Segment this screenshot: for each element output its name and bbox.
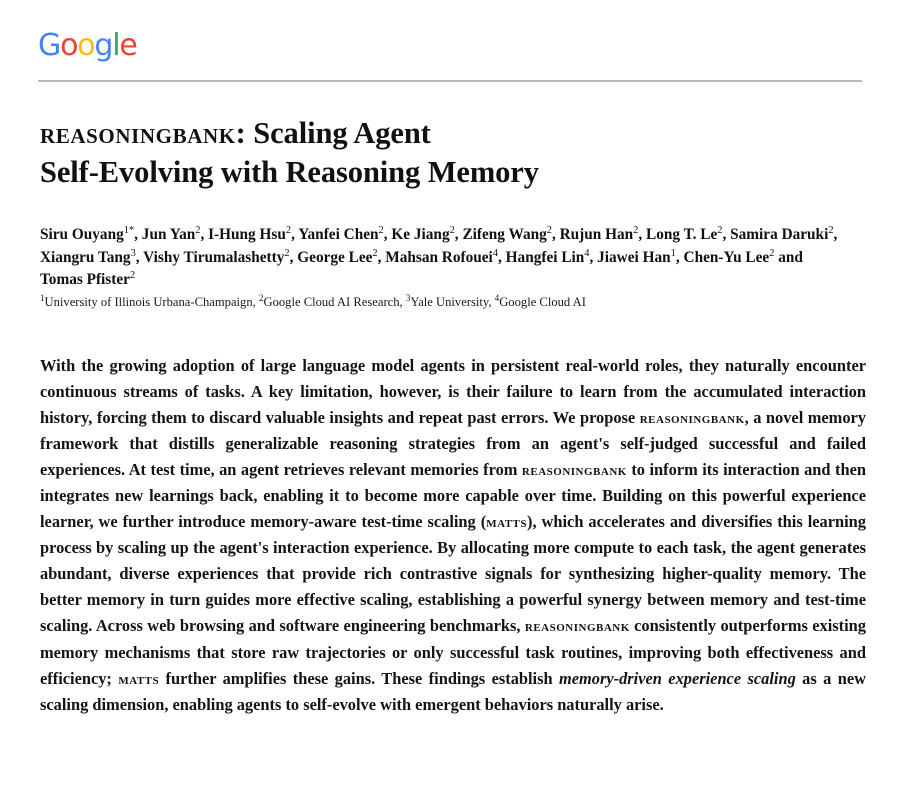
google-logo-letter-1: o	[60, 28, 78, 63]
author-entry	[391, 226, 454, 243]
brand-bar	[38, 0, 862, 68]
author-entry	[40, 226, 134, 243]
affiliation-marker: 4	[494, 292, 500, 303]
author-affiliation-marker: 2	[717, 224, 723, 236]
author-name: Jiawei Han	[597, 248, 671, 266]
author-name: Xiangru Tang	[40, 248, 131, 266]
author-affiliation-marker: 1*	[123, 224, 135, 236]
google-logo-letter-4: l	[112, 28, 120, 63]
author-affiliation-marker: 2	[195, 224, 201, 236]
title-line1-rest: : Scaling Agent	[235, 116, 431, 150]
author-name: Ke Jiang	[391, 226, 450, 243]
author-entry	[646, 226, 722, 243]
author-entry	[297, 249, 377, 266]
author-separator: ,	[291, 226, 299, 243]
affiliation-name: Google Cloud AI Research,	[263, 294, 406, 309]
author-affiliation-marker: 3	[130, 247, 136, 259]
author-separator: ,	[675, 248, 684, 266]
author-affiliation-marker: 2	[546, 224, 552, 236]
author-name: Mahsan Rofouei	[385, 248, 493, 266]
abstract-smallcaps-reasoningbank-2: reasoningbank	[521, 459, 627, 479]
google-logo-letter-5: e	[119, 28, 137, 63]
author-entry	[40, 249, 136, 266]
author-separator: ,	[454, 226, 463, 243]
author-name: Vishy Tirumalashetty	[143, 248, 285, 266]
abstract-smallcaps-matts-2: matts	[118, 668, 160, 688]
author-name: Siru Ouyang	[40, 226, 124, 243]
author-entry	[208, 226, 291, 243]
author-name: Chen-Yu Lee	[683, 248, 770, 266]
abstract-smallcaps-reasoningbank-1: reasoningbank	[639, 407, 745, 427]
author-name: Tomas Pfister	[40, 271, 130, 288]
title-line2: Self-Evolving with Reasoning Memory	[40, 155, 539, 189]
author-name: Zifeng Wang	[462, 226, 547, 243]
page-title	[40, 114, 740, 192]
author-entry	[684, 249, 775, 266]
author-affiliation-marker: 2	[285, 224, 292, 236]
author-affiliation-marker: 1	[670, 247, 676, 259]
author-affiliation-marker: 4	[584, 247, 590, 259]
author-separator: ,	[377, 248, 386, 266]
author-affiliation-marker: 2	[828, 224, 834, 236]
abstract-part-2: , a novel memory framework that distills generalizable reasoning strategies from an agent's self-judged successful and failed experiences. At test time, an agent retrieves relevant memories from	[40, 407, 866, 479]
author-separator: ,	[551, 226, 560, 243]
affiliation-marker: 3	[405, 292, 411, 303]
author-name: I-Hung Hsu	[208, 226, 286, 243]
author-entry	[730, 226, 833, 243]
author-affiliation-marker: 2	[284, 247, 290, 259]
author-separator: ,	[135, 248, 144, 266]
title-smallcaps-reasoningbank: reasoningbank	[40, 116, 236, 150]
author-entry	[298, 226, 384, 243]
author-affiliation-marker: 2	[378, 224, 384, 236]
author-entry	[560, 226, 639, 243]
author-name: George Lee	[297, 248, 373, 266]
author-separator: ,	[638, 226, 647, 243]
author-separator: ,	[289, 248, 298, 266]
abstract-part-4: ), which accelerates and diversifies this learning process by scaling up the agent's interaction experience. By allocating more compute to each task, the agent generates abundant, diverse experiences that provide rich contrastive signals for synthesizing higher-quality memory. The better memory in turn guides more effective scaling, establishing a powerful synergy between memory and test-time scaling. Across web browsing and software engineering benchmarks,	[40, 512, 866, 636]
google-logo-letter-2: o	[77, 28, 95, 63]
author-entry	[462, 226, 552, 243]
abstract-part-7: as a new scaling dimension, enabling agents to self-evolve with emergent behaviors naturally arise.	[40, 668, 866, 714]
author-affiliation-marker: 2	[449, 224, 455, 236]
abstract-part-6: further amplifies these gains. These findings establish	[159, 668, 560, 688]
google-logo-letter-0: G	[38, 28, 61, 63]
author-separator: ,	[498, 248, 506, 266]
author-name: Long T. Le	[646, 226, 718, 243]
affiliation-marker: 2	[258, 292, 264, 303]
author-entry	[143, 249, 289, 266]
google-logo	[38, 30, 137, 62]
abstract-smallcaps-reasoningbank-3: reasoningbank	[524, 616, 630, 636]
author-separator: ,	[383, 226, 392, 243]
author-affiliation-marker: 2	[129, 269, 136, 281]
author-separator: ,	[589, 248, 598, 266]
affiliation-name: Yale University,	[410, 294, 495, 309]
abstract-text	[40, 353, 866, 718]
abstract-part-3: to inform its interaction and then integrates new learnings back, enabling it to become more capable over time. Building on this powerful experience learner, we further introduce memory-aware test-time scaling (	[40, 459, 866, 532]
affiliation-name: University of Illinois Urbana-Champaign,	[44, 294, 259, 309]
google-logo-letter-3: g	[94, 28, 113, 63]
author-list	[40, 224, 840, 292]
author-name: Yanfei Chen	[298, 226, 379, 243]
abstract-emphasis-phrase: memory-driven experience scaling	[559, 668, 796, 688]
author-separator: ,	[134, 226, 142, 243]
author-affiliation-marker: 4	[492, 247, 498, 259]
abstract-smallcaps-matts-1: matts	[486, 512, 527, 532]
affiliation-list	[40, 294, 862, 311]
author-name: Hangfei Lin	[505, 248, 585, 266]
author-entry	[40, 271, 135, 288]
author-separator: and	[774, 248, 803, 266]
affiliation-name: Google Cloud AI	[499, 294, 586, 309]
author-name: Rujun Han	[559, 226, 634, 243]
author-entry	[142, 226, 201, 243]
author-entry	[385, 249, 498, 266]
author-affiliation-marker: 2	[372, 247, 378, 259]
author-affiliation-marker: 2	[769, 247, 775, 259]
author-name: Jun Yan	[141, 226, 196, 243]
header-divider	[38, 80, 862, 82]
affiliation-marker: 1	[40, 292, 45, 303]
author-entry	[597, 249, 676, 266]
author-name: Samira Daruki	[730, 226, 829, 243]
abstract-part-5: consistently outperforms existing memory mechanisms that store raw trajectories or only successful task routines, improving both effectiveness and efficiency;	[40, 616, 866, 688]
author-separator: ,	[722, 226, 731, 243]
abstract-part-1: With the growing adoption of large language model agents in persistent real-world roles, they naturally encounter continuous streams of tasks. A key limitation, however, is their failure to learn from the accumulated interaction history, forcing them to discard valuable insights and repeat past errors. We propose	[40, 355, 866, 427]
author-entry	[506, 249, 590, 266]
author-separator: ,	[833, 226, 838, 243]
author-separator: ,	[200, 226, 209, 243]
author-affiliation-marker: 2	[633, 224, 639, 236]
